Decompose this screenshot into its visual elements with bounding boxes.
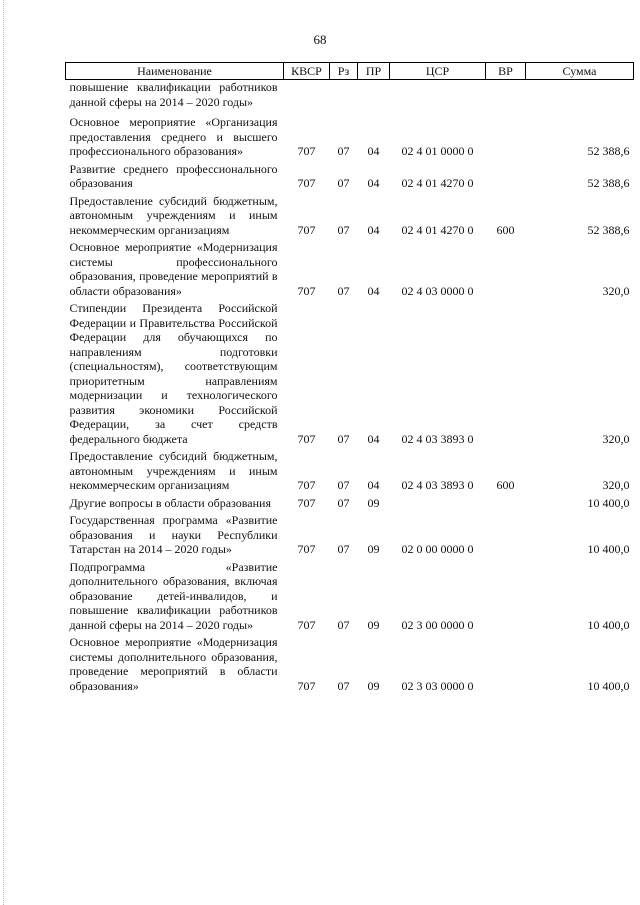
row-kvsr: 707 <box>297 478 316 492</box>
row-name: Государственная программа «Развитие образования и науки Республики Татарстан на 2014 – 2020 годы» <box>69 513 278 556</box>
row-sum: 10 400,0 <box>587 495 630 510</box>
header-vr: ВР <box>486 63 526 80</box>
table-row <box>66 115 634 162</box>
header-csr: ЦСР <box>390 63 486 80</box>
row-vr <box>486 513 526 560</box>
row-kvsr <box>284 80 330 116</box>
row-pr: 09 <box>367 495 380 510</box>
header-sum: Сумма <box>526 63 634 80</box>
row-csr <box>390 496 486 514</box>
row-pr: 04 <box>367 283 380 298</box>
row-pr: 09 <box>367 678 380 693</box>
row-csr: 02 4 01 4270 0 <box>401 222 474 237</box>
table-row <box>66 635 634 696</box>
row-name: Основное мероприятие «Модернизация системы профессионального образования, проведение мероприятий в области образования» <box>69 240 278 298</box>
header-name: Наименование <box>66 63 284 80</box>
row-name: повышение квалификации работников данной сферы на 2014 – 2020 годы» <box>69 80 278 109</box>
row-rz: 07 <box>337 495 350 510</box>
row-sum: 320,0 <box>602 431 630 446</box>
row-rz: 07 <box>337 222 350 237</box>
row-kvsr: 707 <box>297 283 316 298</box>
table-row <box>66 80 634 116</box>
row-rz: 07 <box>337 283 350 298</box>
row-vr: 600 <box>496 222 515 237</box>
row-rz: 07 <box>337 478 350 492</box>
row-name: Другие вопросы в области образования <box>69 495 271 510</box>
row-pr: 04 <box>367 431 380 446</box>
row-pr: 04 <box>367 176 380 190</box>
row-csr: 02 4 03 3893 0 <box>401 431 474 446</box>
row-sum: 52 388,6 <box>587 144 630 158</box>
row-name: Подпрограмма «Развитие дополнительного образования, включая образование детей-инвалидов, и повышение квалификации работников данной сферы на 2014 – 2020 годы» <box>69 559 278 632</box>
row-csr: 02 4 01 4270 0 <box>401 176 474 190</box>
table-body <box>66 80 634 697</box>
row-kvsr: 707 <box>297 495 316 510</box>
row-csr: 02 4 01 0000 0 <box>401 144 474 158</box>
header-pr: ПР <box>358 63 390 80</box>
row-sum: 320,0 <box>602 478 630 492</box>
row-pr <box>358 80 390 116</box>
row-kvsr: 707 <box>297 542 316 556</box>
row-kvsr: 707 <box>297 678 316 693</box>
row-vr <box>486 560 526 636</box>
table-header <box>66 63 634 80</box>
row-vr <box>486 301 526 449</box>
row-name: Предоставление субсидий бюджетным, автономным учреждениям и иным некоммерческим организациям <box>69 193 278 237</box>
table-row <box>66 560 634 636</box>
table-row <box>66 449 634 496</box>
row-csr: 02 3 03 0000 0 <box>401 678 474 693</box>
row-sum: 52 388,6 <box>587 222 630 237</box>
table-row <box>66 162 634 194</box>
row-rz: 07 <box>337 678 350 693</box>
row-vr <box>486 80 526 116</box>
row-name: Предоставление субсидий бюджетным, автономным учреждениям и иным некоммерческим организациям <box>69 449 278 492</box>
row-csr: 02 4 03 3893 0 <box>401 478 474 492</box>
margin-line <box>3 0 4 905</box>
row-kvsr: 707 <box>297 176 316 190</box>
row-vr <box>486 115 526 162</box>
row-pr: 04 <box>367 478 380 492</box>
row-sum: 10 400,0 <box>587 542 630 556</box>
row-rz: 07 <box>337 617 350 632</box>
header-row <box>66 63 634 80</box>
row-kvsr: 707 <box>297 617 316 632</box>
header-kvsr: КВСР <box>284 63 330 80</box>
row-vr <box>486 635 526 696</box>
row-csr: 02 0 00 0000 0 <box>401 542 474 556</box>
row-vr <box>486 496 526 514</box>
row-kvsr: 707 <box>297 144 316 158</box>
row-kvsr: 707 <box>297 431 316 446</box>
row-rz: 07 <box>337 542 350 556</box>
row-name: Развитие среднего профессионального образования <box>69 161 278 190</box>
budget-table <box>65 62 634 696</box>
row-name: Основное мероприятие «Модернизация системы дополнительного образования, проведение мероприятий в области образования» <box>69 635 278 693</box>
row-pr: 09 <box>367 542 380 556</box>
row-name: Основное мероприятие «Организация предоставления среднего и высшего профессионального образования» <box>69 115 278 158</box>
page-number: 68 <box>313 32 327 47</box>
table-row <box>66 194 634 241</box>
row-csr: 02 3 00 0000 0 <box>401 617 474 632</box>
row-sum: 10 400,0 <box>587 617 630 632</box>
row-csr <box>390 80 486 116</box>
table-row <box>66 496 634 514</box>
row-pr: 04 <box>367 144 380 158</box>
row-rz <box>330 80 358 116</box>
row-rz: 07 <box>337 144 350 158</box>
row-rz: 07 <box>337 176 350 190</box>
row-sum: 52 388,6 <box>587 176 630 190</box>
row-vr <box>486 162 526 194</box>
table-row <box>66 301 634 449</box>
header-rz: Рз <box>330 63 358 80</box>
row-name: Стипендии Президента Российской Федерации и Правительства Российской Федерации для обучающихся по направлениям подготовки (специальностям), соответствующим приоритетным направлениям модернизации и технологического развития экономики Российской Федерации, за счет средств федерального бюджета <box>69 301 278 446</box>
table-row <box>66 240 634 301</box>
row-pr: 04 <box>367 222 380 237</box>
row-pr: 09 <box>367 617 380 632</box>
row-rz: 07 <box>337 431 350 446</box>
row-sum: 320,0 <box>602 283 630 298</box>
row-sum <box>526 80 634 116</box>
table-row <box>66 513 634 560</box>
row-csr: 02 4 03 0000 0 <box>401 283 474 298</box>
row-vr: 600 <box>496 478 515 492</box>
row-vr <box>486 240 526 301</box>
row-sum: 10 400,0 <box>587 678 630 693</box>
row-kvsr: 707 <box>297 222 316 237</box>
